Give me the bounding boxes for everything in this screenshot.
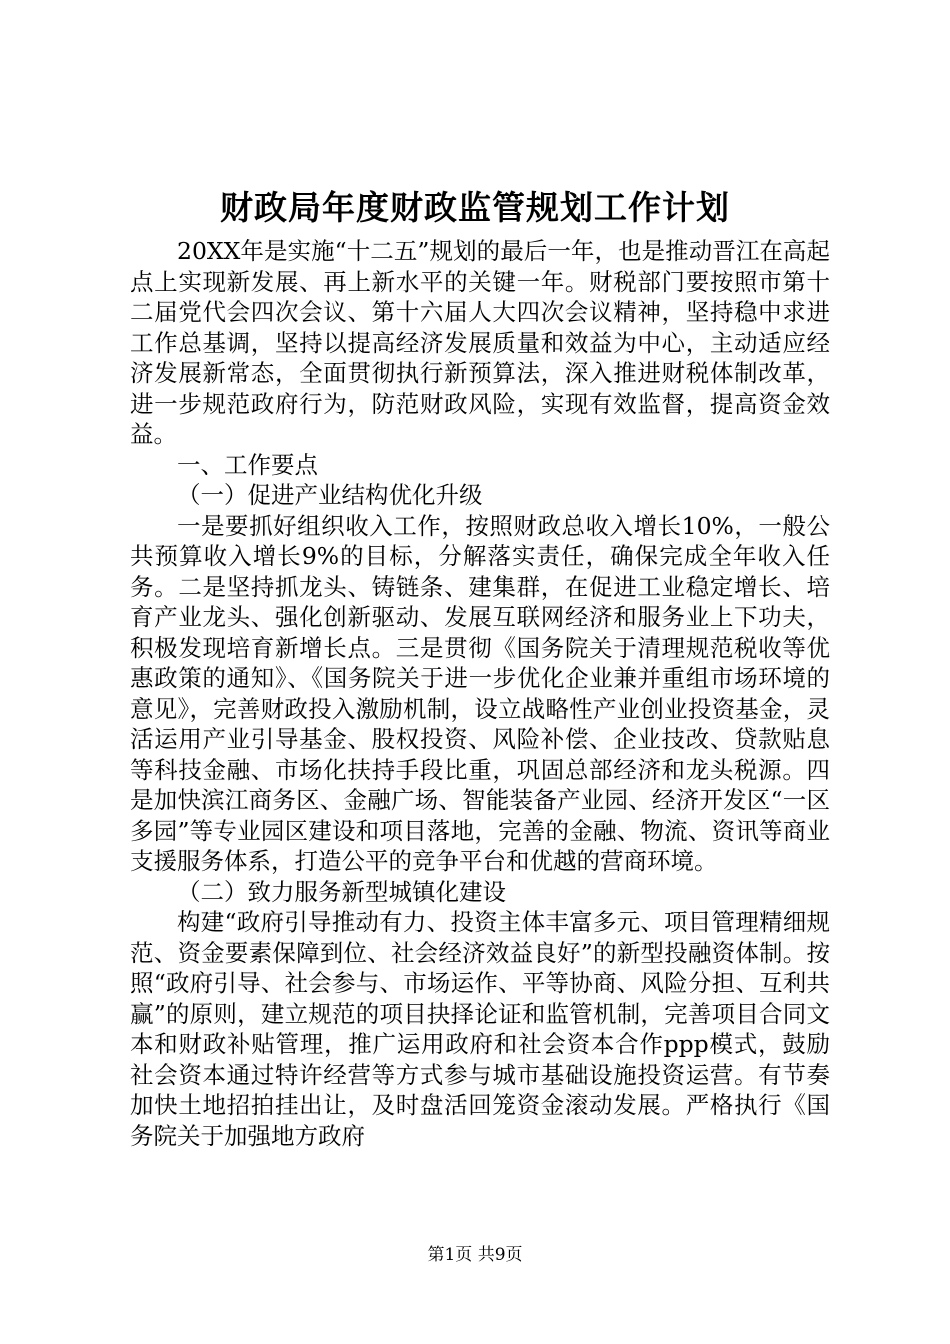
- subsection-heading: （一）促进产业结构优化升级: [177, 481, 483, 509]
- page-footer: 第1页 共9页: [427, 1245, 523, 1265]
- document-title: 财政局年度财政监管规划工作计划: [220, 188, 730, 227]
- document-body: [130, 236, 830, 1151]
- section-heading: 一、工作要点: [177, 450, 318, 479]
- subsection-heading: （二）致力服务新型城镇化建设: [177, 877, 506, 906]
- body-paragraph: 构建“政府引导推动有力、投资主体丰富多元、项目管理精细规范、资金要素保障到位、社会经济效益良好”的新型投融资体制。按照“政府引导、社会参与、市场运作、平等协商、风险分担、互利共赢”的原则，建立规范的项目抉择论证和监管机制，完善项目合同文本和财政补贴管理，推广运用政府和社会资本合作ppp模式，鼓励社会资本通过特许经营等方式参与城市基础设施投资运营。有节奏加快土地招拍挂出让，及时盘活回笼资金滚动发展。严格执行《国务院关于加强地方政府: [130, 908, 830, 1150]
- body-paragraph: 一是要抓好组织收入工作，按照财政总收入增长10%，一般公共预算收入增长9%的目标，分解落实责任，确保完成全年收入任务。二是坚持抓龙头、铸链条、建集群，在促进工业稳定增长、培育产业龙头、强化创新驱动、发展互联网经济和服务业上下功夫，积极发现培育新增长点。三是贯彻《国务院关于清理规范税收等优惠政策的通知》、《国务院关于进一步优化企业兼并重组市场环境的意见》，完善财政投入激励机制，设立战略性产业创业投资基金，灵活运用产业引导基金、股权投资、风险补偿、企业技改、贷款贴息等科技金融、市场化扶持手段比重，巩固总部经济和龙头税源。四是加快滨江商务区、金融广场、智能装备产业园、经济开发区“一区多园”等专业园区建设和项目落地，完善的金融、物流、资讯等商业支援服务体系，打造公平的竞争平台和优越的营商环境。: [130, 511, 830, 875]
- intro-paragraph: 20XX年是实施“十二五”规划的最后一年，也是推动晋江在高起点上实现新发展、再上新水平的关键一年。财税部门要按照市第十二届党代会四次会议、第十六届人大四次会议精神，坚持稳中求进工作总基调，坚持以提高经济发展质量和效益为中心，主动适应经济发展新常态，全面贯彻执行新预算法，深入推进财税体制改革，进一步规范政府行为，防范财政风险，实现有效监督，提高资金效益。: [130, 237, 830, 448]
